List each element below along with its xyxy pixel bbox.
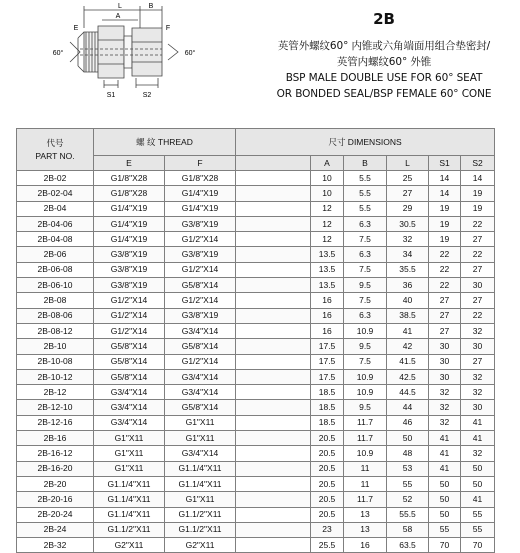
thread-f-cell: G1"X11 (165, 415, 236, 430)
dim-a-cell: 16 (311, 293, 344, 308)
fitting-drawing (40, 2, 230, 102)
thread-f-cell: G1.1/2"X11 (165, 507, 236, 522)
dim-s1-cell: 41 (429, 446, 461, 461)
dim-s1-cell: 41 (429, 461, 461, 476)
thread-e-cell: G1/8"X28 (94, 186, 165, 201)
dim-a-cell: 13.5 (311, 278, 344, 293)
part-no-cell: 2B-06-10 (17, 278, 94, 293)
gap-cell (236, 262, 311, 277)
thread-f-cell: G2"X11 (165, 538, 236, 553)
dim-a-cell: 16 (311, 323, 344, 338)
dim-a-cell: 17.5 (311, 354, 344, 369)
dim-s1-cell: 19 (429, 216, 461, 231)
dim-s1-cell: 27 (429, 308, 461, 323)
dim-s1-cell: 32 (429, 415, 461, 430)
thread-f-cell: G1/4"X19 (165, 186, 236, 201)
drawing-label-s2: S2 (142, 92, 152, 99)
dim-l-cell: 52 (387, 492, 429, 507)
thread-f-cell: G1/8"X28 (165, 171, 236, 186)
spec-table (16, 128, 495, 553)
gap-cell (236, 461, 311, 476)
thread-f-cell: G1/2"X14 (165, 354, 236, 369)
dim-s1-cell: 32 (429, 385, 461, 400)
part-no-cell: 2B-10-08 (17, 354, 94, 369)
dim-l-cell: 63.5 (387, 538, 429, 553)
table-row (17, 522, 495, 537)
dim-s2-cell: 14 (461, 171, 495, 186)
dim-l-cell: 32 (387, 232, 429, 247)
part-no-cell: 2B-24 (17, 522, 94, 537)
part-no-cell: 2B-08-12 (17, 323, 94, 338)
drawing-label-angle-right: 60° (184, 50, 196, 57)
dim-s2-cell: 27 (461, 293, 495, 308)
dim-a-cell: 20.5 (311, 507, 344, 522)
thread-e-cell: G5/8"X14 (94, 369, 165, 384)
thread-e-cell: G1/2"X14 (94, 323, 165, 338)
thread-f-cell: G1"X11 (165, 431, 236, 446)
dim-l-cell: 35.5 (387, 262, 429, 277)
part-no-cell: 2B-20 (17, 476, 94, 491)
part-no-cell: 2B-20-16 (17, 492, 94, 507)
gap-cell (236, 323, 311, 338)
table-row (17, 538, 495, 553)
gap-cell (236, 385, 311, 400)
table-row (17, 171, 495, 186)
dim-l-cell: 46 (387, 415, 429, 430)
dim-l-cell: 41.5 (387, 354, 429, 369)
gap-cell (236, 538, 311, 553)
dim-l-cell: 53 (387, 461, 429, 476)
dim-s1-cell: 41 (429, 431, 461, 446)
part-no-cell: 2B-10-12 (17, 369, 94, 384)
dim-s1-cell: 50 (429, 492, 461, 507)
dim-a-cell: 12 (311, 201, 344, 216)
dim-s2-cell: 32 (461, 385, 495, 400)
title-cn-line-2: 英管内螺纹60° 外锥 (336, 56, 432, 68)
part-no-cell: 2B-04 (17, 201, 94, 216)
table-row (17, 369, 495, 384)
title-cn-line-1: 英管外螺纹60° 内锥或六角端面用组合垫密封/ (277, 40, 491, 52)
thread-f-cell: G3/8"X19 (165, 247, 236, 262)
dim-a-cell: 16 (311, 308, 344, 323)
dim-s1-cell: 22 (429, 278, 461, 293)
dim-b-cell: 9.5 (344, 400, 387, 415)
dim-s2-cell: 27 (461, 354, 495, 369)
thread-e-cell: G5/8"X14 (94, 339, 165, 354)
gap-cell (236, 507, 311, 522)
dim-b-cell: 9.5 (344, 339, 387, 354)
dim-b-cell: 10.9 (344, 323, 387, 338)
drawing-label-f: F (165, 25, 171, 32)
dim-b-cell: 11 (344, 461, 387, 476)
dim-s1-cell: 30 (429, 354, 461, 369)
dim-l-cell: 40 (387, 293, 429, 308)
dim-l-cell: 41 (387, 323, 429, 338)
dim-a-cell: 13.5 (311, 247, 344, 262)
gap-cell (236, 369, 311, 384)
dim-b-cell: 13 (344, 507, 387, 522)
table-row (17, 262, 495, 277)
dim-a-cell: 20.5 (311, 492, 344, 507)
dim-l-cell: 50 (387, 431, 429, 446)
dim-l-cell: 48 (387, 446, 429, 461)
part-no-cell: 2B-02-04 (17, 186, 94, 201)
dim-b-cell: 6.3 (344, 247, 387, 262)
dim-s1-cell: 19 (429, 201, 461, 216)
dim-b-cell: 6.3 (344, 216, 387, 231)
part-no-cell: 2B-32 (17, 538, 94, 553)
part-no-cell: 2B-16-12 (17, 446, 94, 461)
dim-a-cell: 20.5 (311, 476, 344, 491)
table-row (17, 278, 495, 293)
dim-a-cell: 25.5 (311, 538, 344, 553)
table-header-row (17, 129, 495, 156)
table-row (17, 339, 495, 354)
dim-a-cell: 10 (311, 171, 344, 186)
dim-s2-cell: 32 (461, 369, 495, 384)
thread-e-cell: G1/2"X14 (94, 293, 165, 308)
header-col-s2: S2 (461, 156, 495, 171)
dim-a-cell: 17.5 (311, 339, 344, 354)
table-row (17, 201, 495, 216)
dim-s2-cell: 22 (461, 216, 495, 231)
table-row (17, 492, 495, 507)
dim-s2-cell: 70 (461, 538, 495, 553)
header-part-en: PART NO. (35, 150, 75, 161)
dim-s1-cell: 22 (429, 262, 461, 277)
drawing-label-e: E (73, 25, 79, 32)
table-row (17, 247, 495, 262)
dim-s2-cell: 41 (461, 492, 495, 507)
table-row (17, 232, 495, 247)
part-no-cell: 2B-04-08 (17, 232, 94, 247)
table-row (17, 507, 495, 522)
thread-e-cell: G3/4"X14 (94, 415, 165, 430)
thread-e-cell: G3/8"X19 (94, 262, 165, 277)
thread-f-cell: G3/4"X14 (165, 446, 236, 461)
thread-f-cell: G1/2"X14 (165, 262, 236, 277)
dim-a-cell: 20.5 (311, 461, 344, 476)
dim-s1-cell: 32 (429, 400, 461, 415)
part-no-cell: 2B-06 (17, 247, 94, 262)
part-no-cell: 2B-12-16 (17, 415, 94, 430)
thread-f-cell: G3/8"X19 (165, 216, 236, 231)
dim-s2-cell: 32 (461, 323, 495, 338)
dim-b-cell: 10.9 (344, 385, 387, 400)
product-code: 2B (373, 10, 395, 28)
dim-s1-cell: 50 (429, 476, 461, 491)
thread-e-cell: G1"X11 (94, 461, 165, 476)
part-no-cell: 2B-10 (17, 339, 94, 354)
dim-a-cell: 18.5 (311, 415, 344, 430)
thread-f-cell: G1/4"X19 (165, 201, 236, 216)
thread-e-cell: G1/4"X19 (94, 232, 165, 247)
part-no-cell: 2B-08-06 (17, 308, 94, 323)
thread-e-cell: G1/4"X19 (94, 201, 165, 216)
thread-f-cell: G3/4"X14 (165, 369, 236, 384)
thread-e-cell: G5/8"X14 (94, 354, 165, 369)
table-row (17, 446, 495, 461)
gap-cell (236, 522, 311, 537)
header-col-gap (236, 156, 311, 171)
dim-a-cell: 12 (311, 232, 344, 247)
table-body (17, 171, 495, 553)
thread-e-cell: G1.1/4"X11 (94, 492, 165, 507)
gap-cell (236, 171, 311, 186)
dim-l-cell: 55 (387, 476, 429, 491)
dim-l-cell: 42 (387, 339, 429, 354)
gap-cell (236, 446, 311, 461)
dim-l-cell: 55.5 (387, 507, 429, 522)
dim-s2-cell: 50 (461, 461, 495, 476)
dim-a-cell: 13.5 (311, 262, 344, 277)
dim-a-cell: 20.5 (311, 446, 344, 461)
dim-b-cell: 13 (344, 522, 387, 537)
gap-cell (236, 476, 311, 491)
gap-cell (236, 247, 311, 262)
dim-b-cell: 7.5 (344, 232, 387, 247)
thread-e-cell: G3/4"X14 (94, 385, 165, 400)
thread-f-cell: G1.1/2"X11 (165, 522, 236, 537)
thread-e-cell: G1/2"X14 (94, 308, 165, 323)
thread-f-cell: G5/8"X14 (165, 278, 236, 293)
table-row (17, 400, 495, 415)
thread-e-cell: G1.1/4"X11 (94, 476, 165, 491)
dim-l-cell: 36 (387, 278, 429, 293)
dim-l-cell: 42.5 (387, 369, 429, 384)
part-no-cell: 2B-12 (17, 385, 94, 400)
dim-s1-cell: 30 (429, 339, 461, 354)
table-row (17, 308, 495, 323)
dim-l-cell: 29 (387, 201, 429, 216)
thread-e-cell: G3/8"X19 (94, 247, 165, 262)
drawing-label-s1: S1 (106, 92, 116, 99)
thread-e-cell: G1/4"X19 (94, 216, 165, 231)
part-no-cell: 2B-16-20 (17, 461, 94, 476)
header-col-f: F (165, 156, 236, 171)
dim-b-cell: 5.5 (344, 201, 387, 216)
header-thread: 螺 纹 THREAD (94, 129, 236, 156)
dim-b-cell: 7.5 (344, 293, 387, 308)
dim-s1-cell: 22 (429, 247, 461, 262)
dim-s1-cell: 50 (429, 507, 461, 522)
thread-e-cell: G1.1/2"X11 (94, 522, 165, 537)
thread-f-cell: G3/4"X14 (165, 323, 236, 338)
gap-cell (236, 232, 311, 247)
part-no-cell: 2B-08 (17, 293, 94, 308)
dim-b-cell: 16 (344, 538, 387, 553)
table-row (17, 354, 495, 369)
dim-a-cell: 18.5 (311, 400, 344, 415)
gap-cell (236, 492, 311, 507)
table-row (17, 216, 495, 231)
header-col-e: E (94, 156, 165, 171)
dim-s2-cell: 22 (461, 308, 495, 323)
thread-f-cell: G3/8"X19 (165, 308, 236, 323)
dim-b-cell: 11.7 (344, 415, 387, 430)
header-col-b: B (344, 156, 387, 171)
header-col-l: L (387, 156, 429, 171)
gap-cell (236, 308, 311, 323)
thread-e-cell: G1"X11 (94, 431, 165, 446)
dim-l-cell: 25 (387, 171, 429, 186)
table-row (17, 385, 495, 400)
dim-l-cell: 38.5 (387, 308, 429, 323)
dim-l-cell: 44 (387, 400, 429, 415)
dim-s1-cell: 55 (429, 522, 461, 537)
gap-cell (236, 339, 311, 354)
title-en-line-1: BSP MALE DOUBLE USE FOR 60° SEAT (285, 72, 483, 84)
dim-a-cell: 18.5 (311, 385, 344, 400)
dim-s2-cell: 55 (461, 507, 495, 522)
table-row (17, 186, 495, 201)
dim-b-cell: 9.5 (344, 278, 387, 293)
table-row (17, 323, 495, 338)
dim-a-cell: 20.5 (311, 431, 344, 446)
dim-l-cell: 30.5 (387, 216, 429, 231)
part-no-cell: 2B-16 (17, 431, 94, 446)
thread-e-cell: G3/8"X19 (94, 278, 165, 293)
dim-s1-cell: 27 (429, 323, 461, 338)
dim-l-cell: 44.5 (387, 385, 429, 400)
dim-b-cell: 11.7 (344, 431, 387, 446)
dim-s2-cell: 30 (461, 339, 495, 354)
thread-e-cell: G1"X11 (94, 446, 165, 461)
part-no-cell: 2B-06-08 (17, 262, 94, 277)
header-col-a: A (311, 156, 344, 171)
dim-b-cell: 10.9 (344, 446, 387, 461)
part-no-cell: 2B-12-10 (17, 400, 94, 415)
dim-s2-cell: 30 (461, 400, 495, 415)
gap-cell (236, 186, 311, 201)
dim-s1-cell: 19 (429, 232, 461, 247)
thread-f-cell: G1"X11 (165, 492, 236, 507)
gap-cell (236, 278, 311, 293)
dim-s1-cell: 14 (429, 171, 461, 186)
dim-s2-cell: 32 (461, 446, 495, 461)
thread-f-cell: G1.1/4"X11 (165, 476, 236, 491)
dim-s2-cell: 30 (461, 278, 495, 293)
gap-cell (236, 354, 311, 369)
dim-b-cell: 5.5 (344, 171, 387, 186)
thread-e-cell: G2"X11 (94, 538, 165, 553)
gap-cell (236, 216, 311, 231)
dim-s2-cell: 19 (461, 201, 495, 216)
gap-cell (236, 293, 311, 308)
dim-a-cell: 10 (311, 186, 344, 201)
drawing-label-a: A (115, 13, 121, 20)
dim-s2-cell: 41 (461, 431, 495, 446)
dim-a-cell: 23 (311, 522, 344, 537)
dim-l-cell: 27 (387, 186, 429, 201)
dim-s2-cell: 22 (461, 247, 495, 262)
gap-cell (236, 400, 311, 415)
thread-f-cell: G1.1/4"X11 (165, 461, 236, 476)
table-row (17, 293, 495, 308)
dim-l-cell: 34 (387, 247, 429, 262)
dim-b-cell: 11.7 (344, 492, 387, 507)
part-no-cell: 2B-02 (17, 171, 94, 186)
dim-s2-cell: 55 (461, 522, 495, 537)
thread-f-cell: G5/8"X14 (165, 400, 236, 415)
dim-s2-cell: 27 (461, 262, 495, 277)
thread-e-cell: G1/8"X28 (94, 171, 165, 186)
dim-s2-cell: 19 (461, 186, 495, 201)
thread-f-cell: G5/8"X14 (165, 339, 236, 354)
thread-f-cell: G1/2"X14 (165, 232, 236, 247)
dim-a-cell: 12 (311, 216, 344, 231)
title-en-line-2: OR BONDED SEAL/BSP FEMALE 60° CONE (276, 88, 492, 100)
dim-b-cell: 7.5 (344, 354, 387, 369)
header-part-no (17, 129, 94, 171)
dim-s1-cell: 14 (429, 186, 461, 201)
header-dimensions: 尺寸 DIMENSIONS (236, 129, 495, 156)
title-block (250, 10, 518, 102)
dim-l-cell: 58 (387, 522, 429, 537)
thread-e-cell: G1.1/4"X11 (94, 507, 165, 522)
drawing-label-l: L (118, 3, 122, 10)
header-part-cn: 代号 (46, 137, 64, 148)
gap-cell (236, 201, 311, 216)
dim-b-cell: 5.5 (344, 186, 387, 201)
dim-b-cell: 6.3 (344, 308, 387, 323)
thread-f-cell: G1/2"X14 (165, 293, 236, 308)
drawing-label-b: B (148, 3, 154, 10)
table-row (17, 461, 495, 476)
part-no-cell: 2B-04-06 (17, 216, 94, 231)
dim-a-cell: 17.5 (311, 369, 344, 384)
thread-f-cell: G3/4"X14 (165, 385, 236, 400)
drawing-label-angle-left: 60° (52, 50, 64, 57)
dim-b-cell: 11 (344, 476, 387, 491)
header-col-s1: S1 (429, 156, 461, 171)
dim-b-cell: 10.9 (344, 369, 387, 384)
dim-s1-cell: 27 (429, 293, 461, 308)
table-row (17, 431, 495, 446)
table-row (17, 476, 495, 491)
part-no-cell: 2B-20-24 (17, 507, 94, 522)
dim-s2-cell: 50 (461, 476, 495, 491)
dim-b-cell: 7.5 (344, 262, 387, 277)
dim-s2-cell: 41 (461, 415, 495, 430)
gap-cell (236, 431, 311, 446)
dim-s2-cell: 27 (461, 232, 495, 247)
header (0, 0, 520, 130)
dim-s1-cell: 70 (429, 538, 461, 553)
thread-e-cell: G3/4"X14 (94, 400, 165, 415)
dim-s1-cell: 30 (429, 369, 461, 384)
table-row (17, 415, 495, 430)
gap-cell (236, 415, 311, 430)
